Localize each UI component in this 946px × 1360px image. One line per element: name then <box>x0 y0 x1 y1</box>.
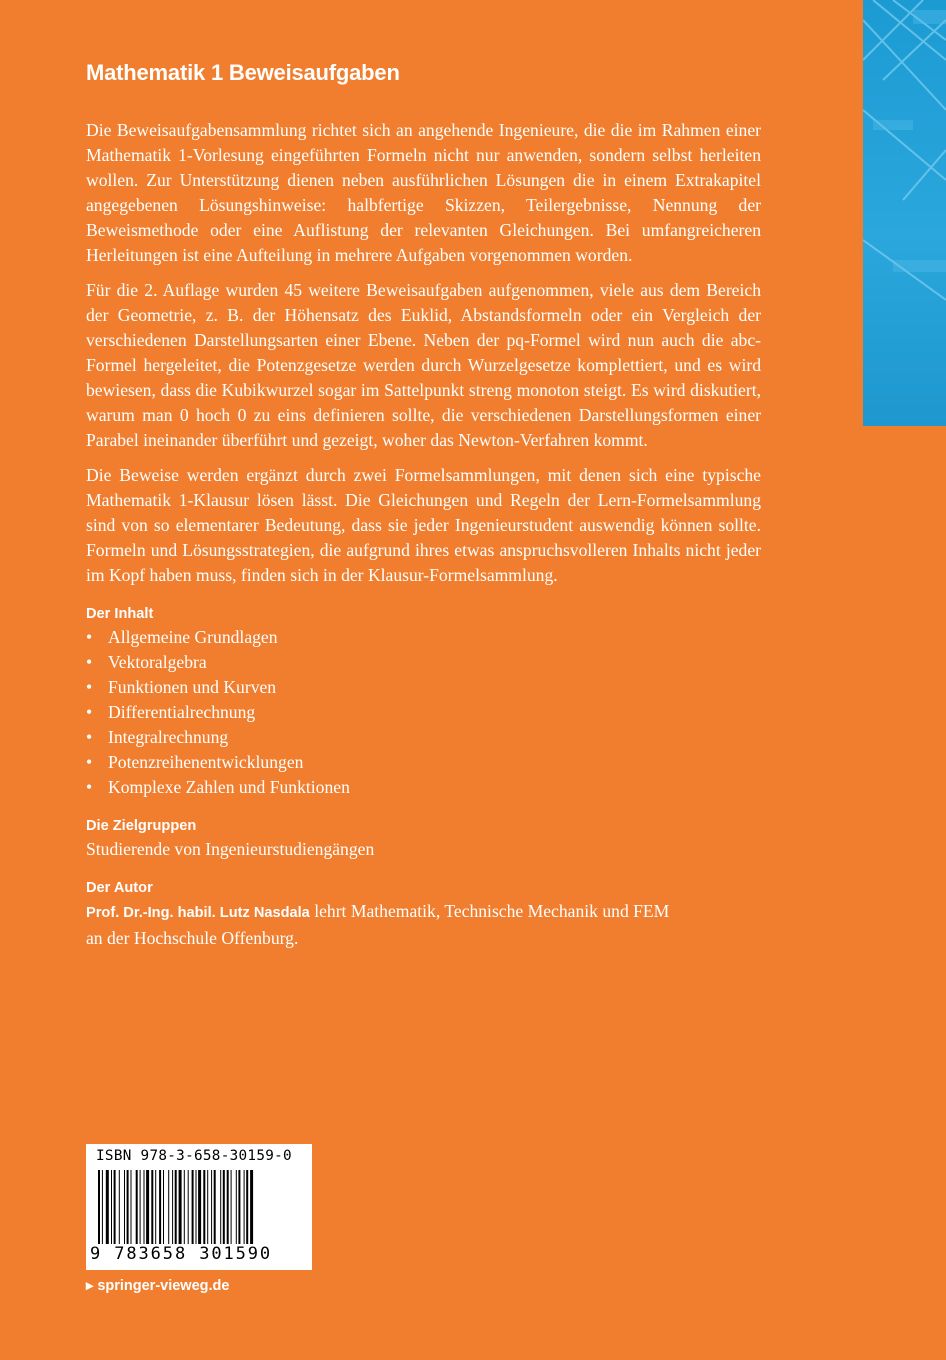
barcode-icon <box>98 1170 300 1252</box>
bullet-icon: • <box>86 627 93 647</box>
description-paragraph: Für die 2. Auflage wurden 45 weitere Beweisaufgaben aufgenommen, viele aus dem Bereich der Geometrie, z. B. der Höhensatz des Euklid, Abstandsformeln oder ein Vergleich der verschiedenen Darstellungsarten einer Ebene. Neben der pq-Formel wird nun auch die abc-Formel hergeleitet, die Potenzgesetze werden durch Wurzelgesetze komplettiert, und es wird bewiesen, dass die Kubikwurzel sogar im Sattelpunkt streng monoton steigt. Es wird diskutiert, warum man 0 hoch 0 zu eins definieren sollte, die verschiedenen Darstellungsformen einer Parabel ineinander überführt und gezeigt, woher das Newton-Verfahren kommt. <box>86 280 761 450</box>
decorative-pattern <box>863 0 946 426</box>
book-title: Mathematik 1 Beweisaufgaben <box>86 60 400 85</box>
bullet-icon: • <box>86 652 93 672</box>
cover-decoration-panel <box>863 0 946 426</box>
isbn-label: ISBN 978-3-658-30159-0 <box>96 1148 292 1164</box>
bullet-icon: • <box>86 752 93 772</box>
isbn-barcode <box>86 1144 312 1270</box>
website-link[interactable]: springer-vieweg.de <box>97 1278 230 1294</box>
bullet-icon: • <box>86 677 93 697</box>
bullet-icon: • <box>86 777 93 797</box>
author-name: Prof. Dr.-Ing. habil. Lutz Nasdala <box>86 905 310 921</box>
publisher-website[interactable] <box>86 1278 229 1294</box>
description-paragraph: Die Beweisaufgabensammlung richtet sich an angehende Ingenieure, die die im Rahmen einer Mathematik 1-Vorlesung eingeführten Formeln nicht nur anwenden, sondern selbst herleiten wollen. Zur Unterstützung dienen neben ausführlichen Lösungen die in einem Extrakapitel angegebenen Lösungshinweise: halbfertige Skizzen, Teilergebnisse, Nennung der Beweismethode oder eine Auflistung der relevanten Gleichungen. Bei umfangreicheren Herleitungen ist eine Aufteilung in mehrere Aufgaben vorgenommen worden. <box>86 120 761 265</box>
audience-text: Studierende von Ingenieurstudiengängen <box>86 839 375 859</box>
list-item: • Komplexe Zahlen und Funktionen <box>86 775 761 800</box>
author-heading: Der Autor <box>86 880 153 896</box>
bullet-icon: • <box>86 727 93 747</box>
list-item: • Potenzreihenentwicklungen <box>86 750 761 775</box>
contents-heading: Der Inhalt <box>86 606 154 622</box>
list-item: • Allgemeine Grundlagen <box>86 625 761 650</box>
isbn-digits: 9 783658 301590 <box>90 1244 273 1264</box>
list-item: • Vektoralgebra <box>86 650 761 675</box>
list-item: • Differentialrechnung <box>86 700 761 725</box>
contents-list <box>86 625 761 800</box>
list-item: • Funktionen und Kurven <box>86 675 761 700</box>
description-paragraph: Die Beweise werden ergänzt durch zwei Formelsammlungen, mit denen sich eine typische Mathematik 1-Klausur lösen lässt. Die Gleichungen und Regeln der Lern-Formelsammlung sind von so elementarer Bedeutung, dass sie jeder Ingenieurstudent auswendig können sollte. Formeln und Lösungsstrategien, die aufgrund ihres etwas anspruchsvolleren Inhalts nicht jeder im Kopf haben muss, finden sich in der Klausur-Formelsammlung. <box>86 465 761 585</box>
author-bio <box>86 899 761 926</box>
bullet-icon: • <box>86 702 93 722</box>
author-bio-text: lehrt Mathematik, Technische Mechanik und FEM <box>309 901 670 921</box>
arrow-right-icon: ▸ <box>86 1278 94 1294</box>
author-bio-line2: an der Hochschule Offenburg. <box>86 928 299 948</box>
back-cover-text <box>86 60 761 951</box>
list-item: • Integralrechnung <box>86 725 761 750</box>
audience-heading: Die Zielgruppen <box>86 818 197 834</box>
